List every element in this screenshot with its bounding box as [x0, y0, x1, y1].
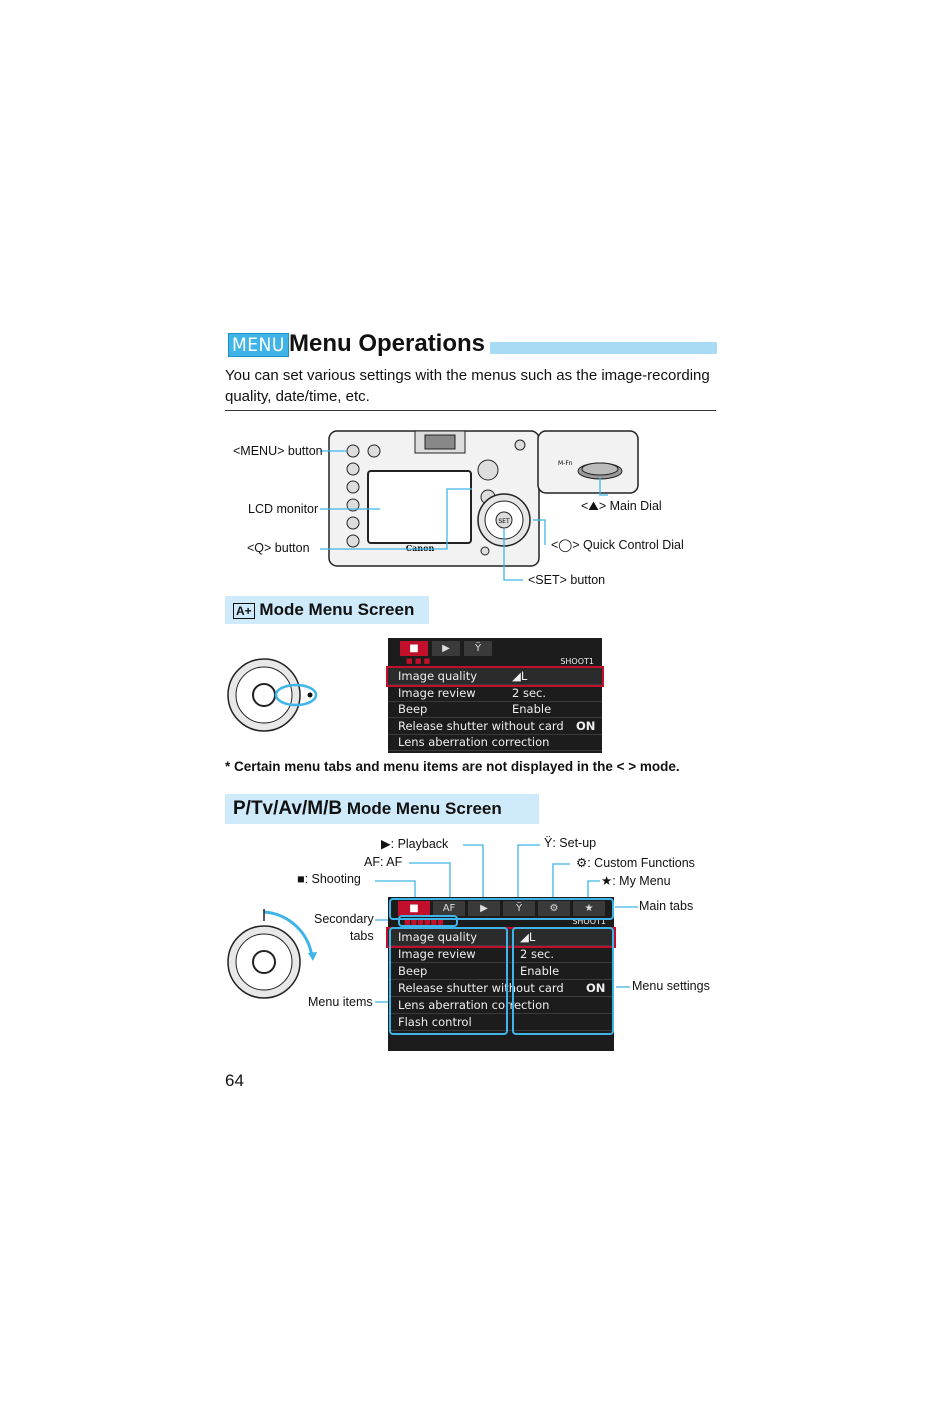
tab-af[interactable]: AF [433, 901, 465, 916]
star-icon: ★ [601, 874, 613, 888]
tab-shooting[interactable] [400, 641, 428, 656]
shooting-label: ■: Shooting [297, 872, 361, 886]
menu-row[interactable]: Image review 2 sec. [388, 946, 614, 963]
custom-functions-icon: ⚙ [576, 856, 588, 870]
camera-icon: ■ [409, 903, 419, 914]
play-icon: ▶ [381, 837, 391, 851]
lcd-monitor-label: LCD monitor [248, 502, 319, 516]
main-tabs-label: Main tabs [639, 899, 694, 913]
page-label: SHOOT1 [560, 657, 594, 666]
brand-text: Canon [405, 543, 435, 553]
svg-text:M-Fn: M-Fn [558, 460, 573, 467]
pasm-mode-heading: P/Tv/Av/M/B Mode Menu Screen [225, 794, 539, 824]
menu-settings-highlight [512, 927, 614, 1035]
set-button-label: <SET> button [528, 573, 606, 587]
secondary-tab-dots: ■■■■■■ [404, 918, 444, 926]
camera-icon: ■ [409, 643, 419, 654]
auto-menu-screen [388, 638, 602, 753]
star-icon: ★ [584, 903, 594, 914]
playback-label: ▶: Playback [381, 837, 449, 851]
my-menu-label: ★: My Menu [601, 874, 671, 888]
mode-dial-pasm-illustration [224, 905, 324, 1005]
main-dial-label: <⛰> Main Dial [581, 499, 662, 513]
menu-row[interactable]: Image review 2 sec. [388, 685, 602, 702]
q-button-label: <Q> button [247, 541, 310, 555]
pasm-menu-screen [388, 897, 614, 1051]
quick-control-dial-label: <◯> Quick Control Dial [551, 538, 684, 552]
menu-row[interactable]: Lens aberration correction [388, 997, 614, 1014]
menu-row[interactable]: Image quality ◢L [388, 668, 602, 685]
secondary-tabs-highlight [398, 915, 458, 927]
menu-badge: MENU [228, 333, 289, 357]
menu-row[interactable]: Beep Enable [388, 701, 602, 718]
play-icon: ▶ [480, 903, 488, 914]
wrench-icon: Ÿ [515, 903, 523, 914]
auto-mode-heading: A+ Mode Menu Screen [225, 596, 429, 624]
custom-functions-label: ⚙: Custom Functions [576, 856, 695, 870]
menu-row[interactable]: Flash control [388, 1014, 614, 1031]
wrench-icon: Ÿ [474, 643, 482, 654]
page-title: Menu Operations [289, 330, 486, 357]
af-label: AF: AF [364, 855, 403, 869]
svg-text:SET: SET [498, 518, 510, 525]
menu-row[interactable]: Lens aberration correction [388, 734, 602, 751]
tab-setup[interactable] [464, 641, 492, 656]
camera-icon: ■ [297, 872, 305, 886]
pasm-modes: P/Tv/Av/M/B [233, 798, 343, 819]
scene-intelligent-auto-icon: A+ [233, 603, 255, 619]
title-bar [490, 342, 717, 354]
page-label: SHOOT1 [572, 917, 606, 926]
menu-settings-label: Menu settings [632, 979, 710, 993]
menu-row[interactable]: Release shutter without card ON [388, 980, 614, 997]
page-number: 64 [225, 1071, 244, 1090]
wrench-icon: Ÿ [544, 836, 553, 850]
play-icon: ▶ [442, 643, 450, 654]
mode-dial-auto-illustration [226, 655, 321, 735]
menu-button-label: <MENU> button [233, 444, 323, 458]
secondary-tab-dots: ■ ■ ■ [406, 657, 431, 665]
secondary-tabs-label-1: Secondary [314, 912, 374, 926]
menu-row[interactable]: Release shutter without card ON [388, 718, 602, 735]
tab-playback[interactable] [432, 641, 460, 656]
menu-items-label: Menu items [308, 995, 373, 1009]
menu-row[interactable]: Image quality ◢L [388, 929, 614, 946]
menu-row[interactable]: Beep Enable [388, 963, 614, 980]
intro-text: You can set various settings with the menus such as the image-recording quality, date/time, etc. [225, 367, 710, 405]
auto-mode-note: * Certain menu tabs and menu items are not displayed in the < > mode. [225, 759, 680, 774]
custom-functions-icon: ⚙ [549, 903, 559, 914]
setup-label: Ÿ: Set-up [544, 836, 597, 850]
menu-items-highlight [389, 927, 508, 1035]
main-dial-icon: <⛰ [581, 499, 599, 513]
secondary-tabs-label-2: tabs [350, 929, 374, 943]
divider [225, 410, 716, 411]
